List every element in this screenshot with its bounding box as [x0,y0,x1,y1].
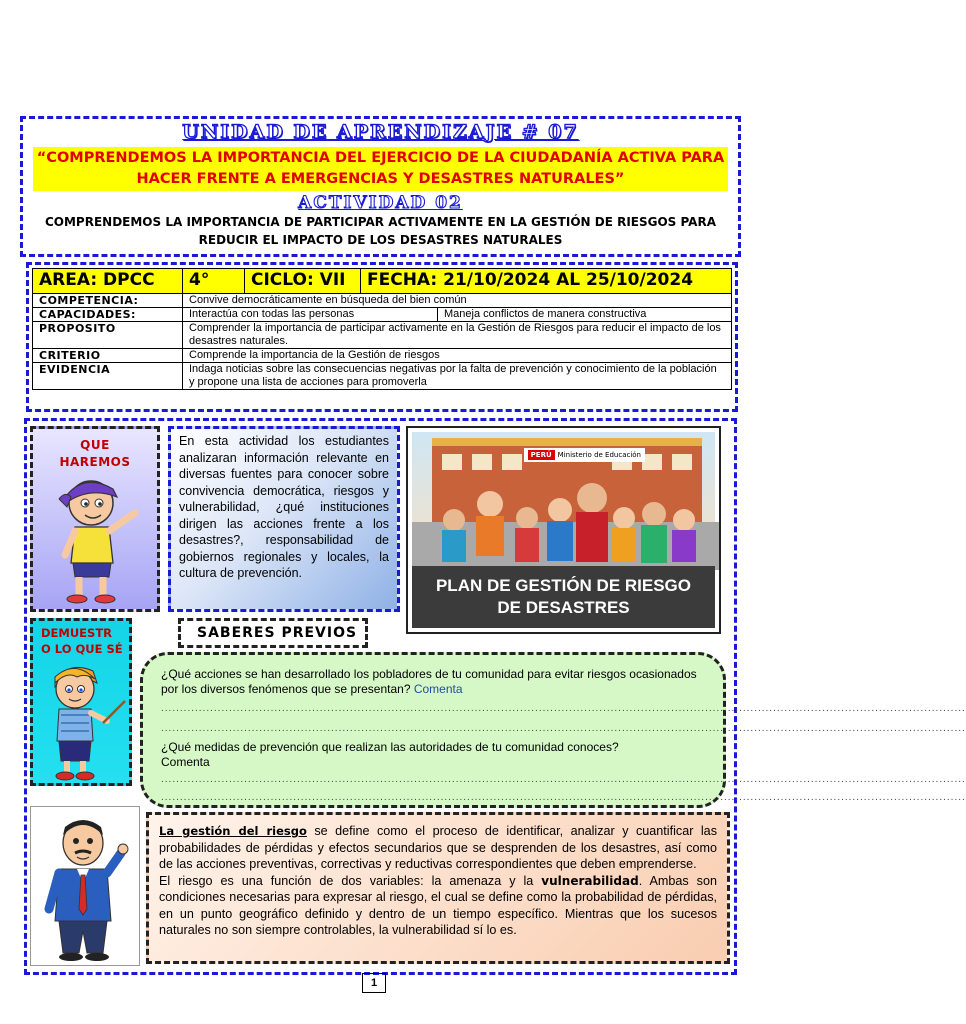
que-haremos-label [33,437,157,471]
gestion-paragraph-2 [159,873,717,939]
answer-line[interactable]: ..................................................................................................................................................................................................................... [161,792,966,803]
que-label-line2: HAREMOS [59,455,131,469]
proposito-value: Comprender la importancia de participar activamente en la Gestión de Riesgos para reducir el impacto de los desastres naturales. [183,322,732,349]
teacher-illustration-box [30,806,140,966]
grade-cell: 4° [183,269,245,294]
unit-quote: “COMPRENDEMOS LA IMPORTANCIA DEL EJERCICIO DE LA CIUDADANÍA ACTIVA PARA HACER FRENTE A EMERGENCIAS Y DESASTRES NATURALES” [33,147,728,191]
question-2-comenta: Comenta [161,755,210,769]
info-box [26,262,738,412]
capacidad-2: Maneja conflictos de manera constructiva [438,308,732,322]
gestion-term: La gestión del riesgo [159,824,307,838]
vulnerabilidad-term: vulnerabilidad [541,873,639,888]
que-haremos-box [30,426,160,612]
activity-description: COMPRENDEMOS LA IMPORTANCIA DE PARTICIPAR ACTIVAMENTE EN LA GESTIÓN DE RIESGOS PARA REDUCIR EL IMPACTO DE LOS DESASTRES NATURALES [44,215,716,247]
que-haremos-text: En esta actividad los estudiantes analizaran información relevante en diversas fuentes para conocer sobre convivencia democrática, riesgos y vulnerabilidad, ¿qué instituciones dirigen las acciones frente a los desastres?, responsabilidad de gobiernos regionales y locales, la cultura de prevención. [179,434,389,580]
question-1-comenta: Comenta [413,682,463,696]
details-table [32,321,732,390]
unit-title: UNIDAD DE APRENDIZAJE # 07 [182,121,579,143]
page-number: 1 [362,973,386,993]
boy-pointing-illustration [55,473,141,605]
gestion-p2-a: El riesgo es una función de dos variables: la amenaza y la [159,873,542,888]
area-cell: AREA: DPCC [33,269,183,294]
poster-title-line1: PLAN DE GESTIÓN DE RIESGO [435,576,692,595]
gestion-p2-b: . Ambas son condiciones necesarias para expresar al riesgo, el cual se define como la probabilidad de pérdidas, en un punto geográfico definido y dentro de un tiempo específico. Mientras que los sucesos naturales no son siempre controlables, la vulnerabilidad sí lo es. [159,873,717,937]
que-haremos-description-box [168,426,400,612]
evidencia-value: Indaga noticias sobre las consecuencias negativas por la falta de prevención y conocimiento de la población y propone una lista de acciones para promoverla [183,363,732,390]
question-1-text: ¿Qué acciones se han desarrollado los pobladores de tu comunidad para evitar riesgos ocasionados por los diversos fenómenos que se presentan? [161,667,697,696]
fecha-cell: FECHA: 21/10/2024 AL 25/10/2024 [361,269,732,294]
capacidades-table [32,307,732,322]
demuestro-label-line2: O LO QUE SÉ [41,642,123,656]
que-label-line1: QUE [80,438,110,452]
poster-title-line2: DE DESASTRES [497,598,630,617]
activity-title: ACTIVIDAD 02 [298,193,463,213]
ministry-name: Ministerio de Educación [557,451,641,459]
poster-image-box [406,426,721,634]
competencia-label: COMPETENCIA: [33,294,183,308]
capacidad-1: Interactúa con todas las personas [183,308,438,322]
peru-mark: PERÚ [528,450,555,460]
competencia-value: Convive democráticamente en búsqueda del bien común [183,294,732,308]
capacidades-label: CAPACIDADES: [33,308,183,322]
saberes-previos-title: SABERES PREVIOS [178,618,368,648]
demuestro-label-line1: DEMUESTR [41,626,113,640]
gestion-p1-text: se define como el proceso de identificar, analizar y cuantificar las probabilidades de pérdidas y efectos secundarios que se desprenden de los desastres, así como de las acciones preventivas, correctivas y reductivas correspondientes que deben emprenderse. [159,824,717,871]
poster-banner [412,566,715,628]
demuestro-box [30,618,132,786]
questions-box [140,652,966,808]
teacher-illustration [43,813,133,963]
ministry-logo [524,448,645,462]
gestion-paragraph-1 [159,823,717,873]
poster-image [412,432,715,628]
criterio-value: Comprende la importancia de la Gestión de riesgos [183,349,732,363]
proposito-label: PROPOSITO [33,322,183,349]
demuestro-label [35,625,133,657]
evidencia-label: EVIDENCIA [33,363,183,390]
answer-line[interactable]: ..................................................................................................................................................................................................................... [161,774,966,785]
ciclo-cell: CICLO: VII [245,269,361,294]
criterio-label: CRITERIO [33,349,183,363]
question-2-text: ¿Qué medidas de prevención que realizan las autoridades de tu comunidad conoces? [161,740,619,754]
header-box [20,116,741,257]
gestion-riesgo-box [146,812,730,964]
info-table [32,268,732,308]
answer-line[interactable]: ..................................................................................................................................................................................................................... [161,703,966,714]
answer-line[interactable]: ..................................................................................................................................................................................................................... [161,723,966,734]
question-2 [161,740,705,770]
question-1 [161,667,705,697]
boy-with-pointer-illustration [41,661,129,781]
